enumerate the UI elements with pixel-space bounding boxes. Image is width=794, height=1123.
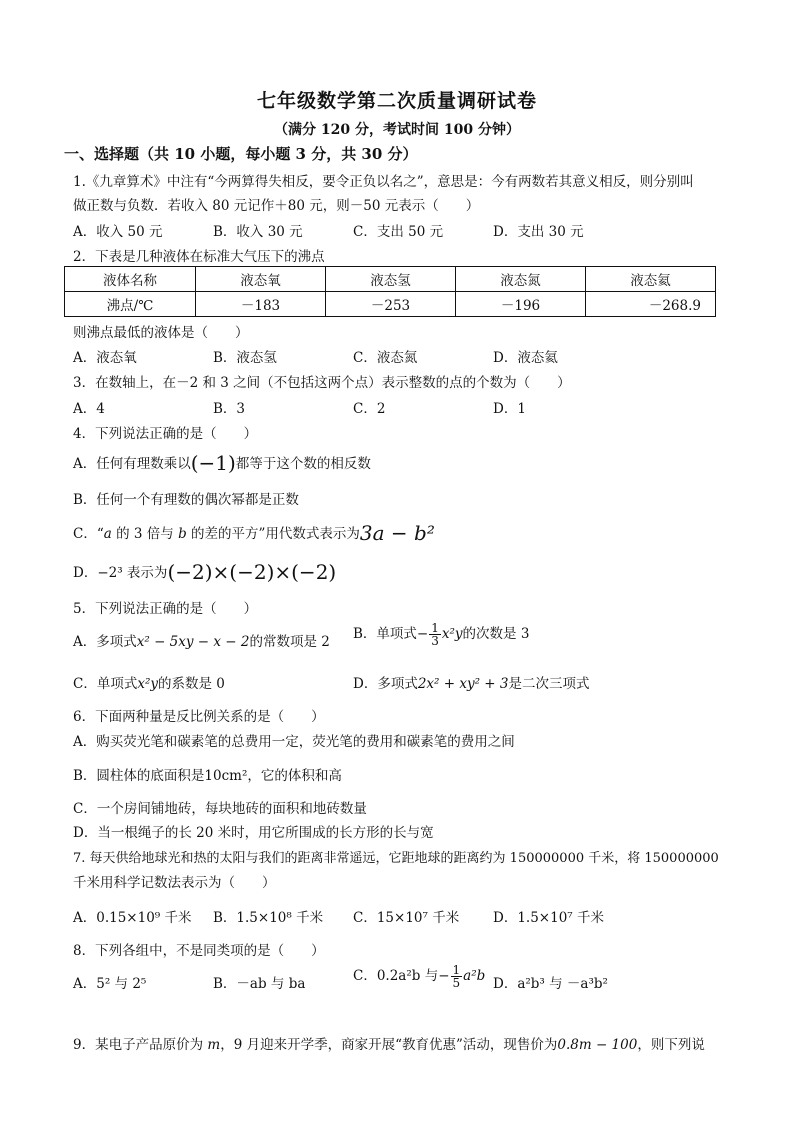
q8-c-text: C．0.2a²b 与 (353, 968, 439, 984)
page-title: 七年级数学第二次质量调研试卷 (256, 90, 537, 112)
table-header-cell: 液态氢 (326, 267, 456, 292)
q7-option-a: A．0.15×10⁹ 千米 (73, 910, 192, 926)
q4-stem: 4．下列说法正确的是（ ） (73, 426, 258, 442)
q5-option-d (353, 672, 589, 692)
q1-option-d: D．支出 30 元 (493, 224, 584, 240)
q5-c-math: x²y (137, 676, 158, 692)
q4-option-a (73, 451, 371, 475)
q9-stem-line1 (73, 1033, 705, 1053)
q5-c-text: C．单项式 (73, 676, 138, 692)
q7-option-b: B．1.5×10⁸ 千米 (213, 910, 324, 926)
q3-option-a: A．4 (73, 401, 105, 417)
q6-b-text-end: ，它的体积和高 (247, 768, 342, 784)
fraction-numerator: 1 (431, 621, 439, 635)
q1-option-c: C．支出 50 元 (353, 224, 444, 240)
q8-c-math: a²b (463, 968, 486, 984)
q4-c-var-b: b (178, 526, 187, 542)
q4-d-math2: (−2)×(−2)×(−2) (167, 560, 337, 584)
q2-option-a: A．液态氧 (73, 350, 137, 366)
q1-option-b: B．收入 30 元 (213, 224, 303, 240)
q5-b-fraction (429, 622, 441, 647)
q4-option-b: B．任何一个有理数的偶次幂都是正数 (73, 492, 299, 508)
q9-var-m: m (207, 1037, 221, 1053)
q6-option-a: A．购买荧光笔和碳素笔的总费用一定，荧光笔的费用和碳素笔的费用之间 (73, 734, 515, 750)
q4-c-text-mid2: 的差的平方”用代数式表示为 (186, 526, 360, 542)
table-header-cell: 液态氦 (586, 267, 716, 292)
q6-stem: 6．下面两种量是反比例关系的是（ ） (73, 709, 325, 725)
table-cell: －253 (326, 292, 456, 317)
q8-option-c: C．0.2a²b 与− $\frac{1}{5}$ a²b (353, 963, 486, 990)
table-header-row (65, 267, 716, 292)
q6-b-math: 10cm² (204, 768, 248, 784)
q4-option-d (73, 560, 336, 584)
q4-option-c (73, 521, 435, 545)
q8-option-d: D．a²b³ 与 －a³b² (493, 976, 608, 992)
table-header-cell: 液态氮 (456, 267, 586, 292)
table-row (65, 292, 716, 317)
q3-option-b: B．3 (213, 401, 246, 417)
q5-b-math: x²y (441, 626, 463, 642)
q6-b-text: B．圆柱体的底面积是 (73, 768, 205, 784)
q4-d-math1: −2³ (97, 565, 123, 581)
q9-text-end: ，则下列说 (637, 1037, 705, 1053)
q4-a-text: A．任何有理数乘以 (73, 456, 191, 472)
fraction-denominator: 5 (452, 976, 461, 990)
q5-d-text: D．多项式 (353, 676, 418, 692)
q5-a-math: x² − 5xy − x − 2 (136, 634, 250, 650)
table-cell: 沸点/℃ (65, 292, 196, 317)
fraction-numerator: 1 (452, 963, 461, 977)
q9-text-mid: ，9 月迎来开学季，商家开展“教育优惠”活动，现售价为 (220, 1037, 558, 1053)
fraction-denominator: 3 (431, 634, 439, 648)
q4-c-math: 3a − b² (359, 521, 435, 545)
q2-stem: 2．下表是几种液体在标准大气压下的沸点 (73, 249, 325, 265)
q8-option-b: B．－ab 与 ba (213, 976, 306, 992)
q5-a-text-end: 的常数项是 2 (249, 634, 330, 650)
q2-option-b: B．液态氢 (213, 350, 277, 366)
q1-stem-line2: 做正数与负数．若收入 80 元记作＋80 元，则－50 元表示（ ） (73, 198, 480, 214)
page-subtitle: （满分 120 分，考试时间 100 分钟） (274, 122, 520, 138)
q4-c-var-a: a (103, 526, 112, 542)
q5-d-math: 2x² + xy² + 3 (417, 676, 509, 692)
q6-option-c: C．一个房间铺地砖，每块地砖的面积和地砖数量 (73, 801, 367, 817)
q2-option-d: D．液态氦 (493, 350, 558, 366)
q4-c-text: C．“ (73, 526, 104, 542)
q4-a-text-end: 都等于这个数的相反数 (235, 456, 371, 472)
q4-d-label: D． (73, 565, 98, 581)
q7-option-d: D．1.5×10⁷ 千米 (493, 910, 604, 926)
q5-option-c (73, 672, 225, 692)
table-cell: －268.9 (586, 292, 716, 317)
table-cell: －196 (456, 292, 586, 317)
q5-option-b: B．单项式− $\frac{1}{3}$ x²y的次数是 3 (353, 621, 530, 648)
q5-a-text: A．多项式 (73, 634, 137, 650)
q8-c-fraction (451, 964, 463, 989)
q6-option-d: D．当一根绳子的长 20 米时，用它所围成的长方形的长与宽 (73, 825, 434, 841)
table-header-cell: 液体名称 (65, 267, 196, 292)
q3-option-c: C．2 (353, 401, 386, 417)
q5-d-text-end: 是二次三项式 (508, 676, 590, 692)
table-cell: －183 (196, 292, 326, 317)
q3-stem: 3．在数轴上，在－2 和 3 之间（不包括这两个点）表示整数的点的个数为（ ） (73, 375, 571, 391)
q4-a-math: (−1) (190, 451, 236, 475)
section-heading: 一、选择题（共 10 小题，每小题 3 分，共 30 分） (64, 145, 418, 163)
q5-b-text: B．单项式 (353, 626, 417, 642)
q5-b-text-end: 的次数是 3 (462, 626, 530, 642)
q1-option-a: A．收入 50 元 (73, 224, 163, 240)
q6-option-b (73, 764, 342, 784)
boiling-point-table (64, 266, 716, 317)
q7-stem-line1: 7. 每天供给地球光和热的太阳与我们的距离非常遥远，它距地球的距离约为 150000000 千米，将 150000000 (73, 851, 719, 866)
q8-option-a: A．5² 与 2⁵ (73, 976, 147, 992)
q4-c-text-mid1: 的 3 倍与 (111, 526, 179, 542)
q1-stem-line1: 1.《九章算术》中注有“今两算得失相反，要令正负以名之”，意思是：今有两数若其意义相反，则分别叫 (73, 174, 694, 190)
q9-text: 9．某电子产品原价为 (73, 1037, 208, 1053)
q5-stem: 5．下列说法正确的是（ ） (73, 601, 258, 617)
q4-d-text: 表示为 (122, 565, 168, 581)
q5-option-a (73, 630, 330, 650)
q8-stem: 8．下列各组中，不是同类项的是（ ） (73, 943, 325, 959)
q3-option-d: D．1 (493, 401, 526, 417)
q7-stem-line2: 千米用科学记数法表示为（ ） (73, 875, 276, 891)
q9-math: 0.8m − 100 (557, 1037, 638, 1053)
q5-c-text-end: 的系数是 0 (158, 676, 225, 692)
table-header-cell: 液态氧 (196, 267, 326, 292)
q2-option-c: C．液态氮 (353, 350, 418, 366)
q2-question: 则沸点最低的液体是（ ） (73, 325, 249, 341)
q7-option-c: C．15×10⁷ 千米 (353, 910, 460, 926)
